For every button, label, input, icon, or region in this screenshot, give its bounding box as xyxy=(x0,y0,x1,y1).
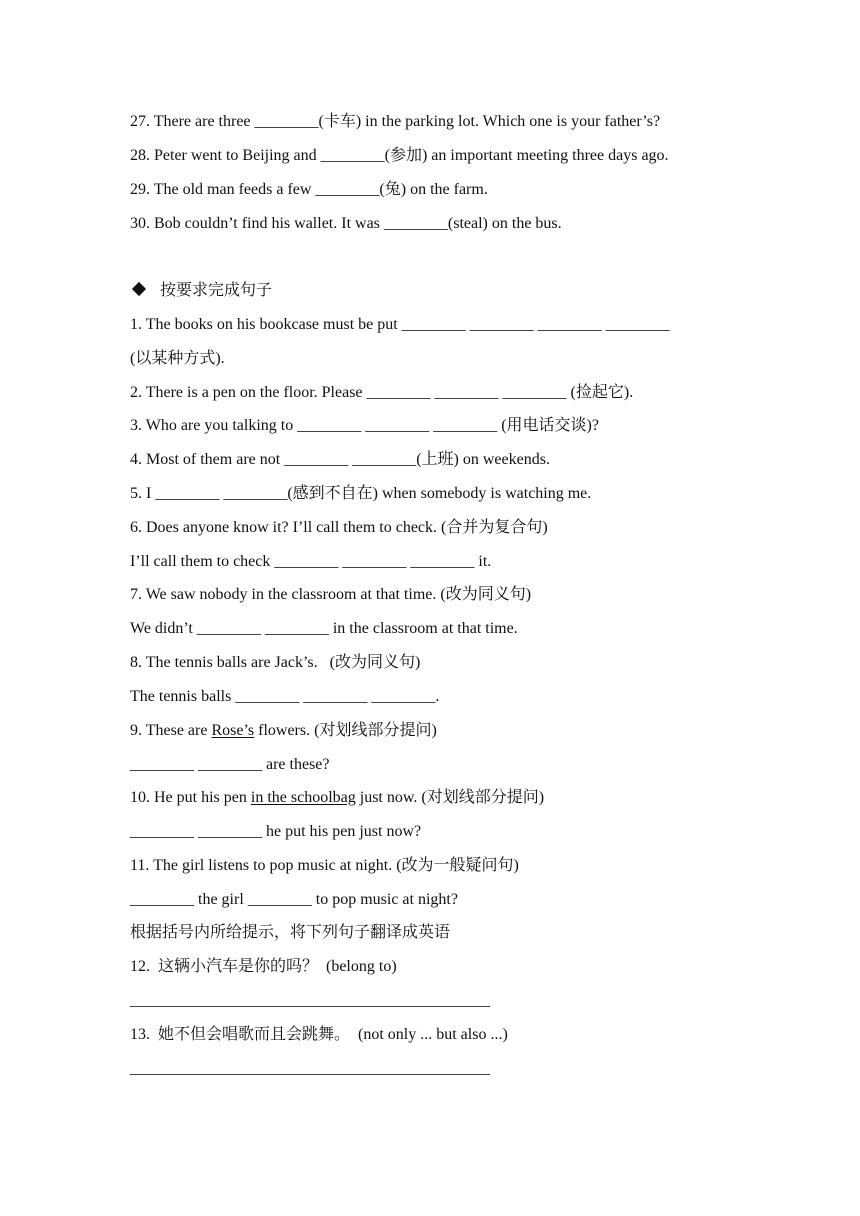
item-10-underlined: in the schoolbag xyxy=(250,789,356,806)
item-9-text-start: 9. These are xyxy=(130,722,212,739)
item-6-answer: I’ll call them to check ________ ________ ________ it. xyxy=(130,553,492,570)
item-9-answer: ________ ________ are these? xyxy=(130,756,330,773)
item-10 xyxy=(130,788,544,808)
question-30: 30. Bob couldn’t find his wallet. It was ________(steal) on the bus. xyxy=(130,215,562,232)
item-12: 12. 这辆小汽车是你的吗？ (belong to) xyxy=(130,958,397,975)
item-1-hint: (以某种方式). xyxy=(130,350,225,367)
item-3: 3. Who are you talking to ________ ________ ________ (用电话交谈)? xyxy=(130,417,599,434)
item-10-text-end: just now. (对划线部分提问) xyxy=(355,789,545,806)
item-7-answer: We didn’t ________ ________ in the classroom at that time. xyxy=(130,620,518,637)
item-2: 2. There is a pen on the floor. Please ________ ________ ________ (捡起它). xyxy=(130,384,634,401)
diamond-bullet-icon xyxy=(132,282,146,296)
item-11: 11. The girl listens to pop music at night. (改为一般疑问句) xyxy=(130,857,519,874)
item-8-answer: The tennis balls ________ ________ ________. xyxy=(130,688,440,705)
item-9-text-end: flowers. (对划线部分提问) xyxy=(254,722,437,739)
item-6: 6. Does anyone know it? I’ll call them to check. (合并为复合句) xyxy=(130,519,548,536)
item-10-text-start: 10. He put his pen xyxy=(130,789,251,806)
item-12-answer-line: _____________________________________________ xyxy=(130,992,490,1009)
question-27: 27. There are three ________(卡车) in the parking lot. Which one is your father’s? xyxy=(130,113,661,130)
translation-heading: 根据括号内所给提示，将下列句子翻译成英语 xyxy=(130,924,451,941)
question-29: 29. The old man feeds a few ________(兔) on the farm. xyxy=(130,181,488,198)
item-9-underlined: Rose’s xyxy=(211,722,255,739)
item-9 xyxy=(130,721,437,741)
item-8: 8. The tennis balls are Jack’s. (改为同义句) xyxy=(130,654,421,671)
item-11-answer: ________ the girl ________ to pop music at night? xyxy=(130,891,458,908)
section-heading xyxy=(130,281,272,301)
item-13-answer-line: _____________________________________________ xyxy=(130,1060,490,1077)
item-13: 13. 她不但会唱歌而且会跳舞。 (not only ... but also ...) xyxy=(130,1026,508,1043)
item-7: 7. We saw nobody in the classroom at that time. (改为同义句) xyxy=(130,586,532,603)
section-title: 按要求完成句子 xyxy=(160,282,273,299)
item-1: 1. The books on his bookcase must be put ________ ________ ________ ________ xyxy=(130,316,670,333)
item-5: 5. I ________ ________(感到不自在) when somebody is watching me. xyxy=(130,485,592,502)
item-4: 4. Most of them are not ________ ________(上班) on weekends. xyxy=(130,451,550,468)
question-28: 28. Peter went to Beijing and ________(参加) an important meeting three days ago. xyxy=(130,147,669,164)
item-10-answer: ________ ________ he put his pen just now? xyxy=(130,823,422,840)
